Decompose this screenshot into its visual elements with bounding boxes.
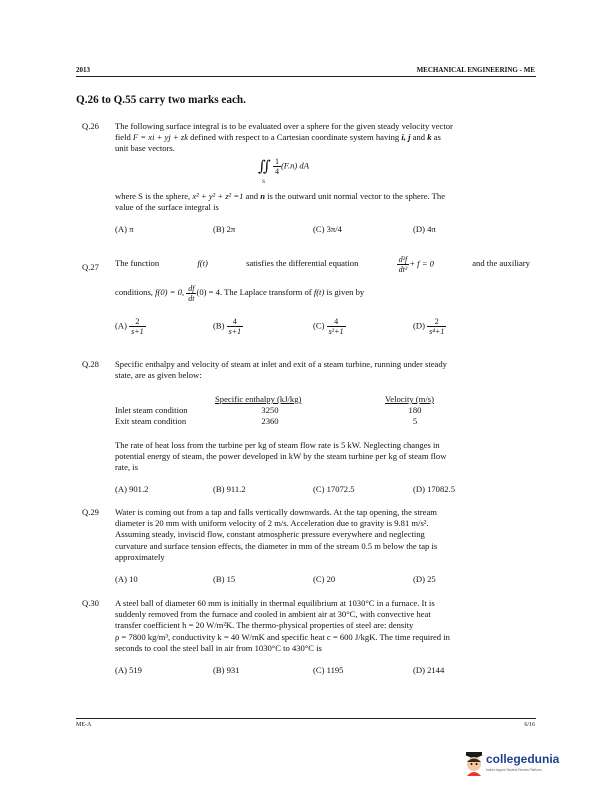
q26-line1: The following surface integral is to be evaluated over a sphere for the given steady velocity vector [115,121,453,131]
q29-option-c: (C) 20 [313,574,336,584]
integral-subscript: S [262,179,266,185]
integral-fraction: $\frac{1}{4}$ [274,157,279,176]
collegedunia-logo [463,749,560,779]
question-28-body: The rate of heat loss from the turbine per kg of steam flow rate is 5 kW. Neglecting changes in potential energy of steam, the power developed in kW by the steam turbine per kg of steam flow rate, is [115,440,447,473]
table-header-velocity: Velocity (m/s) [385,394,434,404]
section-title: Q.26 to Q.55 carry two marks each. [76,94,246,106]
velocity-field: F = xi + yj + zk [132,132,189,143]
table-row-inlet-label: Inlet steam condition [115,405,188,415]
logo-wordmark: collegedunia [486,752,560,766]
question-27-line2: conditions, f(0) = 0, $\frac{df}{dt}$ (0) = 4 . The Laplace transform of f(t) is given by [115,283,365,303]
q30-option-b: (B) 931 [213,665,240,675]
footer-paper-code: ME-A [76,722,92,728]
q30-option-a: (A) 519 [115,665,142,675]
question-number-26: Q.26 [82,121,99,131]
df-dt-fraction: $\frac{df}{dt}$ [188,283,195,303]
question-number-27: Q.27 [82,262,99,272]
question-27-line1: The function f(t) satisfies the differential equation $\frac{\text{d²f}}{\text{dt²}}$ + f = 0 and the auxiliary [115,254,530,274]
table-row-exit-label: Exit steam condition [115,416,187,426]
q26-option-a: (A) π [115,224,134,234]
q26-option-d: (D) 4π [413,224,436,234]
mascot-icon [463,750,485,776]
integrand: (F.n) dA [280,160,309,171]
q26-option-b: (B) 2π [213,224,236,234]
table-row-inlet-enthalpy: 3250 [261,405,279,415]
logo-tagline: India's largest Student Review Platform [486,768,542,772]
q29-option-a: (A) 10 [115,574,138,584]
q27-option-c: (C) $\frac{4}{\text{s²+1}}$ [313,317,344,336]
q28-option-a: (A) 901.2 [115,484,149,494]
q30-option-d: (D) 2144 [413,665,445,675]
table-row-exit-velocity: 5 [412,416,418,426]
surface-integral [258,157,309,185]
q26-line2: field F = xi + yj + zk defined with respect to a Cartesian coordinate system having i, j and k as [115,132,441,143]
q27-option-d: (D) $\frac{2}{\text{s⁴+1}}$ [413,317,445,336]
question-26-where: where S is the sphere, x² + y² + z² =1 and n is the outward unit normal vector to the sphere. The value of the surface integral is [115,191,446,213]
q28-option-b: (B) 911.2 [213,484,246,494]
table-row-exit-enthalpy: 2360 [261,416,279,426]
table-header-enthalpy: Specific enthalpy (kJ/kg) [215,394,302,404]
question-28-intro: Specific enthalpy and velocity of steam at inlet and exit of a steam turbine, running under steady state, are as given below: [115,359,447,381]
footer-page-number: 6/16 [524,722,535,728]
q27-option-a: (A) $\frac{2}{s+1}$ [115,317,144,336]
question-number-30: Q.30 [82,598,99,608]
footer-rule [76,718,536,719]
q29-option-b: (B) 15 [213,574,236,584]
q29-option-d: (D) 25 [413,574,436,584]
table-row-inlet-velocity: 180 [408,405,422,415]
header-rule [76,76,536,77]
question-30-text: A steel ball of diameter 60 mm is initially in thermal equilibrium at 1030°C in a furnace. It is suddenly removed from the furnace and cooled in ambient air at 30°C, with convective heat transfer coefficient h = 20 W/m²K. The thermo-physical properties of steel are: density ρ = 7800 kg/m³, conductivity k = 40 W/mK and specific heat c = 600 J/kgK. The time required in seconds to cool the steel ball in air from 1030°C to 430°C is [115,598,450,653]
header-paper-name: MECHANICAL ENGINEERING - ME [416,66,535,74]
header-year: 2013 [76,66,90,74]
question-26-text [115,121,530,155]
q28-option-c: (C) 17072.5 [313,484,355,494]
q28-option-d: (D) 17082.5 [413,484,456,494]
question-number-29: Q.29 [82,507,99,517]
ode-fraction: $\frac{\text{d²f}}{\text{dt²}}$ [398,254,408,274]
q27-option-b: (B) $\frac{4}{s+1}$ [213,317,242,336]
double-integral-sign: ∬ [258,159,271,175]
q26-option-c: (C) 3π/4 [313,224,342,234]
q26-line3: unit base vectors. [115,143,175,154]
question-number-28: Q.28 [82,359,99,369]
q30-option-c: (C) 1195 [313,665,344,675]
question-29-text: Water is coming out from a tap and falls vertically downwards. At the tap opening, the stream diameter is 20 mm with uniform velocity of 2 m/s. Acceleration due to gravity is 9.81 m/s². Assuming steady, inviscid flow, constant atmospheric pressure everywhere and neglecting curvature and surface tension effects, the diameter in mm of the stream 0.5 m below the tap is approximately [115,507,438,562]
